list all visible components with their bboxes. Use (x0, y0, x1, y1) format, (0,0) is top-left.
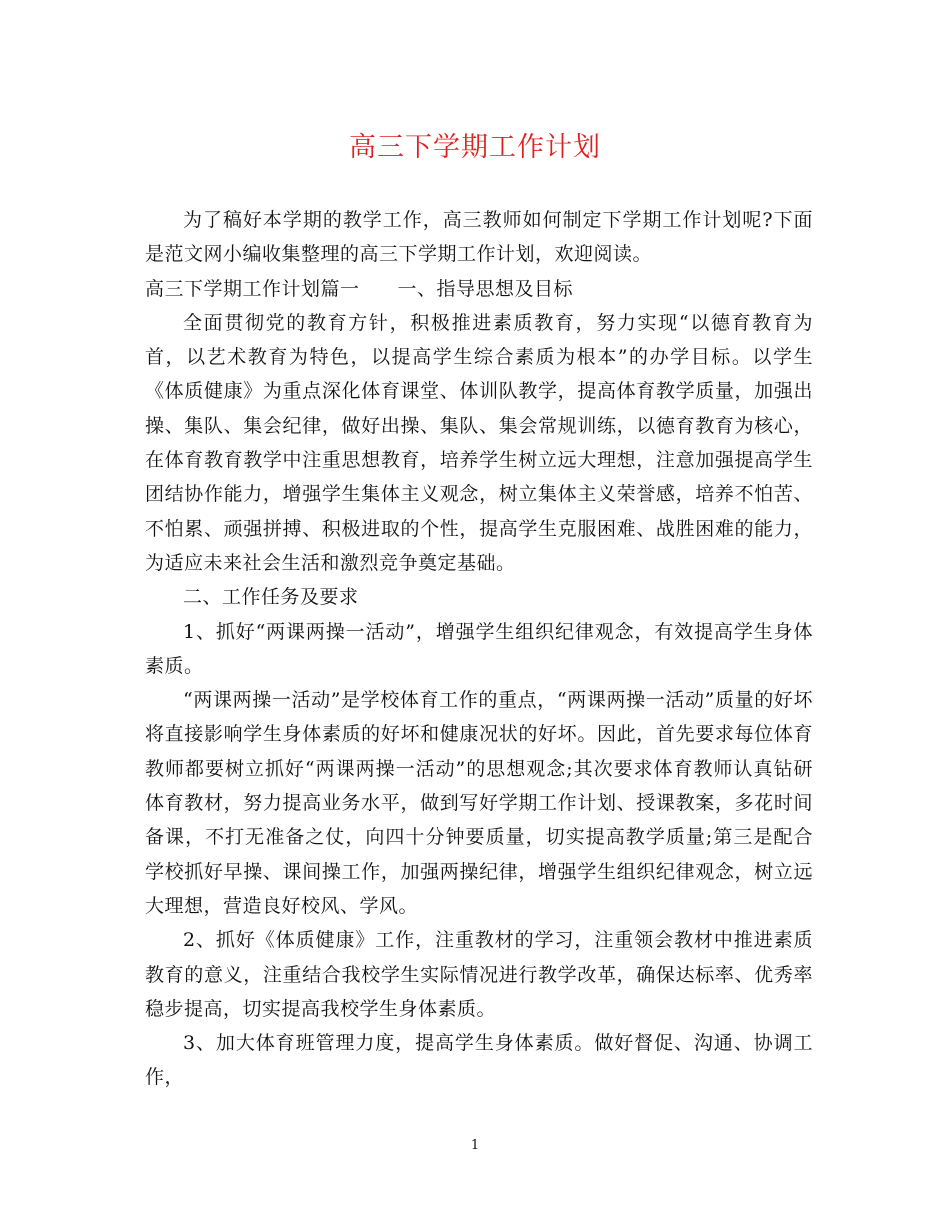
task-item-2: 2、抓好《体质健康》工作，注重教材的学习，注重领会教材中推进素质教育的意义，注重结合我校学生实际情况进行教学改革，确保达标率、优秀率稳步提高，切实提高我校学生身体素质。 (145, 929, 813, 1020)
intro-paragraph: 为了稿好本学期的教学工作，高三教师如何制定下学期工作计划呢?下面是范文网小编收集整理的高三下学期工作计划，欢迎阅读。 (145, 209, 813, 266)
document-title: 高三下学期工作计划 (349, 132, 601, 163)
task-item-1: 1、抓好“两课两操一活动”，增强学生组织纪律观念，有效提高学生身体素质。 (145, 620, 813, 677)
document-body (145, 203, 813, 1095)
page-number: 1 (470, 1138, 480, 1153)
section-heading (145, 272, 813, 306)
tasks-heading: 二、工作任务及要求 (183, 586, 359, 609)
task-item-1-detail: “两课两操一活动”是学校体育工作的重点，“两课两操一活动”质量的好坏将直接影响学生身体素质的好坏和健康况状的好坏。因此，首先要求每位体育教师都要树立抓好“两课两操一活动”的思想观念;其次要求体育教师认真钻研体育教材，努力提高业务水平，做到写好学期工作计划、授课教案，多花时间备课，不打无准备之仗，向四十分钟要质量，切实提高教学质量;第三是配合学校抓好早操、课间操工作，加强两操纪律，增强学生组织纪律观念，树立远大理想，营造良好校风、学风。 (145, 689, 813, 917)
task-item-3: 3、加大体育班管理力度，提高学生身体素质。做好督促、沟通、协调工作， (145, 1032, 813, 1089)
section-heading-right: 一、指导思想及目标 (397, 277, 574, 300)
guiding-ideology-paragraph: 全面贯彻党的教育方针，积极推进素质教育，努力实现“以德育教育为首，以艺术教育为特色，以提高学生综合素质为根本”的办学目标。以学生《体质健康》为重点深化体育课堂、体训队教学，提高体育教学质量，加强出操、集队、集会纪律，做好出操、集队、集会常规训练，以德育教育为核心，在体育教育教学中注重思想教育，培养学生树立远大理想，注意加强提高学生团结协作能力，增强学生集体主义观念，树立集体主义荣誉感，培养不怕苦、不怕累、顽强拼搏、积极进取的个性，提高学生克服困难、战胜困难的能力，为适应未来社会生活和激烈竞争奠定基础。 (145, 311, 813, 574)
section-heading-left: 高三下学期工作计划篇一 (145, 277, 360, 300)
